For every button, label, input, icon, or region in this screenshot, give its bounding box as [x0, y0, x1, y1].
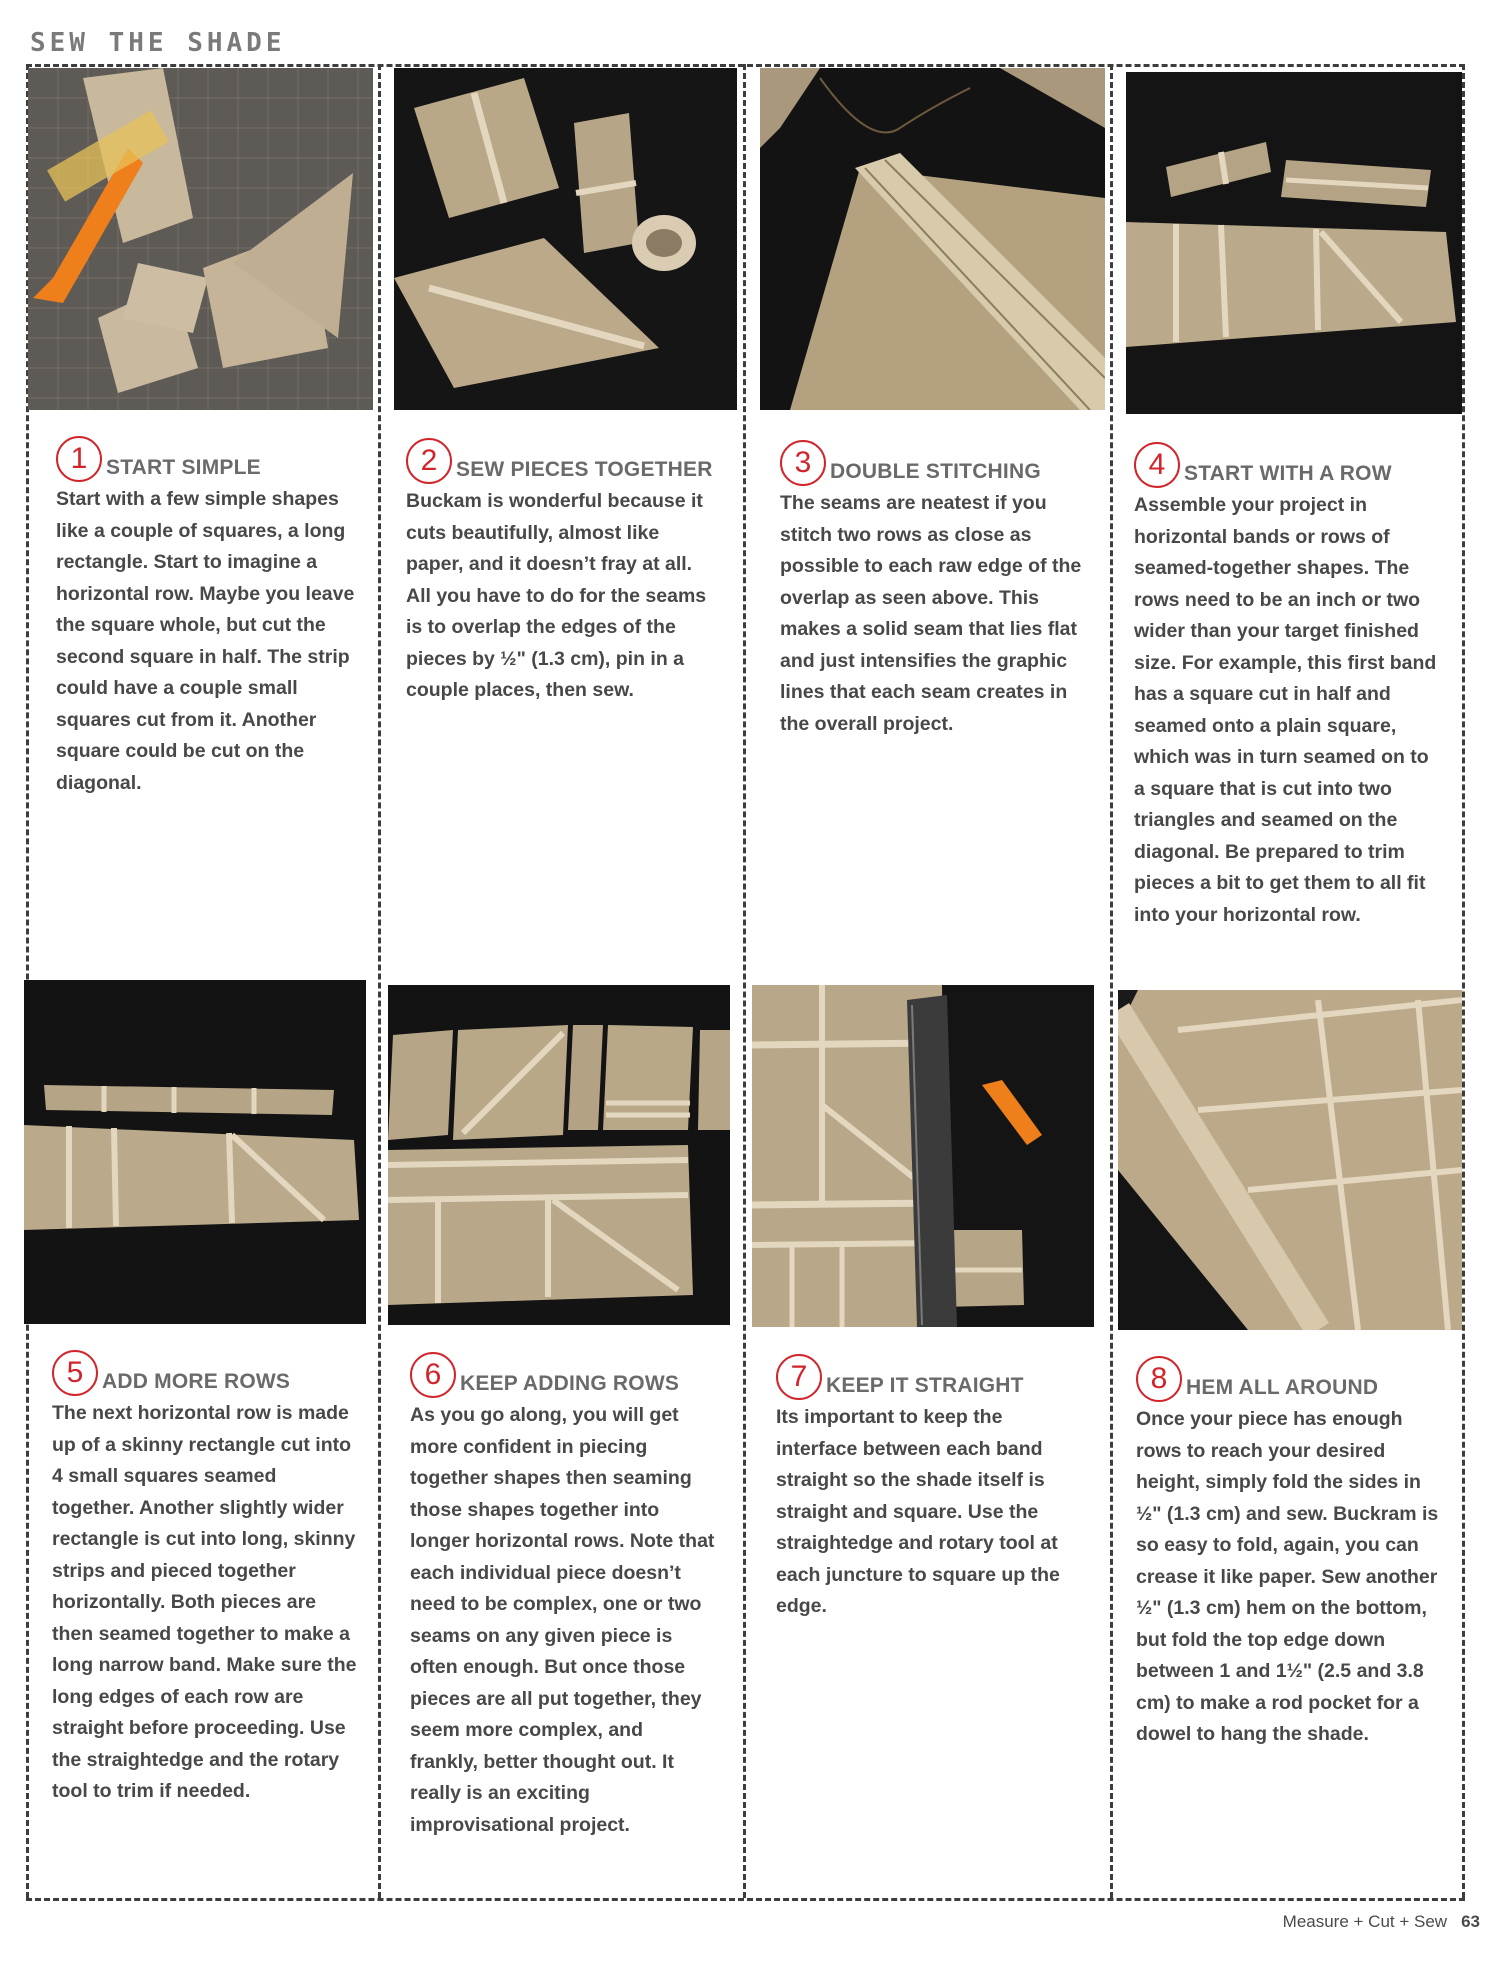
divider — [743, 64, 746, 1898]
step-title: KEEP ADDING ROWS — [460, 1372, 680, 1395]
step-number-badge: 7 — [776, 1354, 822, 1400]
step-2-caption — [406, 438, 711, 707]
step-7-caption — [776, 1354, 1081, 1623]
step-4-photo — [1126, 72, 1462, 414]
step-title: START WITH A ROW — [1184, 462, 1392, 485]
step-body: As you go along, you will get more confident in piecing together shapes then seaming those shapes together into longer horizontal rows. Note that each individual piece doesn’t need to be complex, one or two seams on any given piece is often enough. But once those pieces are all put together, they seem more complex, and frankly, better thought out. It really is an exciting improvisational project. — [410, 1404, 715, 1836]
step-6-caption — [410, 1352, 715, 1841]
divider — [1462, 64, 1465, 1898]
divider — [1110, 64, 1113, 1898]
step-title: DOUBLE STITCHING — [830, 460, 1041, 483]
step-title: HEM ALL AROUND — [1186, 1376, 1379, 1399]
step-8-photo — [1118, 990, 1462, 1330]
step-3-photo — [760, 68, 1105, 410]
divider — [26, 1898, 1465, 1901]
step-body: Once your piece has enough rows to reach your desired height, simply fold the sides in ½" (1.3 cm) and sew. Buckram is so easy to fold, again, you can crease it like paper. Sew another ½" (1.3 cm) hem on the bottom, but fold the top edge down between 1 and 1½" (2.5 and 3.8 cm) to make a rod pocket for a dowel to hang the shade. — [1136, 1408, 1439, 1745]
divider — [378, 64, 381, 1898]
step-body: Buckam is wonderful because it cuts beautifully, almost like paper, and it doesn’t fray at all. All you have to do for the seams is to overlap the edges of the pieces by ½" (1.3 cm), pin in a couple places, then sew. — [406, 490, 707, 701]
step-6-photo — [388, 985, 730, 1325]
step-number-badge: 2 — [406, 438, 452, 484]
step-number-badge: 4 — [1134, 442, 1180, 488]
step-4-caption — [1134, 442, 1439, 931]
step-heading — [1136, 1356, 1441, 1402]
step-5-caption — [52, 1350, 357, 1808]
step-number-badge: 3 — [780, 440, 826, 486]
step-title: KEEP IT STRAIGHT — [826, 1374, 1024, 1397]
page-footer — [1283, 1912, 1480, 1932]
step-1-photo — [28, 68, 373, 410]
step-number-badge: 5 — [52, 1350, 98, 1396]
step-8-caption — [1136, 1356, 1441, 1751]
step-number-badge: 1 — [56, 436, 102, 482]
page-header: SEW THE SHADE — [30, 28, 286, 58]
step-heading — [56, 436, 361, 482]
step-heading — [776, 1354, 1081, 1400]
step-heading — [410, 1352, 715, 1398]
divider — [26, 64, 1465, 67]
step-body: Its important to keep the interface between each band straight so the shade itself is straight and square. Use the straightedge and rotary tool at each juncture to square up the edge. — [776, 1406, 1060, 1617]
step-heading — [1134, 442, 1439, 488]
page-number: 63 — [1461, 1912, 1480, 1931]
step-heading — [780, 440, 1085, 486]
book-title: Measure + Cut + Sew — [1282, 1912, 1448, 1931]
step-heading — [52, 1350, 357, 1396]
step-2-photo — [394, 68, 737, 410]
step-1-caption — [56, 436, 361, 799]
step-title: ADD MORE ROWS — [102, 1370, 291, 1393]
step-heading — [406, 438, 711, 484]
step-number-badge: 8 — [1136, 1356, 1182, 1402]
step-title: START SIMPLE — [106, 456, 261, 479]
step-body: The seams are neatest if you stitch two rows as close as possible to each raw edge of the overlap as seen above. This makes a solid seam that lies flat and just intensifies the graphic lines that each seam creates in the overall project. — [780, 492, 1082, 735]
step-body: The next horizontal row is made up of a skinny rectangle cut into 4 small squares seamed together. Another slightly wider rectangle is cut into long, skinny strips and pieced together horizontally. Both pieces are then seamed together to make a long narrow band. Make sure the long edges of each row are straight before proceeding. Use the straightedge and the rotary tool to trim if needed. — [52, 1402, 357, 1802]
step-number-badge: 6 — [410, 1352, 456, 1398]
step-title: SEW PIECES TOGETHER — [456, 458, 713, 481]
step-body: Assemble your project in horizontal bands or rows of seamed-together shapes. The rows need to be an inch or two wider than your target finished size. For example, this first band has a square cut in half and seamed onto a plain square, which was in turn seamed on to a square that is cut into two triangles and seamed on the diagonal. Be prepared to trim pieces a bit to get them to all fit into your horizontal row. — [1134, 494, 1437, 926]
step-5-photo — [24, 980, 366, 1324]
step-body: Start with a few simple shapes like a couple of squares, a long rectangle. Start to imagine a horizontal row. Maybe you leave the square whole, but cut the second square in half. The strip could have a couple small squares cut from it. Another square could be cut on the diagonal. — [56, 488, 355, 794]
step-3-caption — [780, 440, 1085, 740]
step-7-photo — [752, 985, 1094, 1327]
